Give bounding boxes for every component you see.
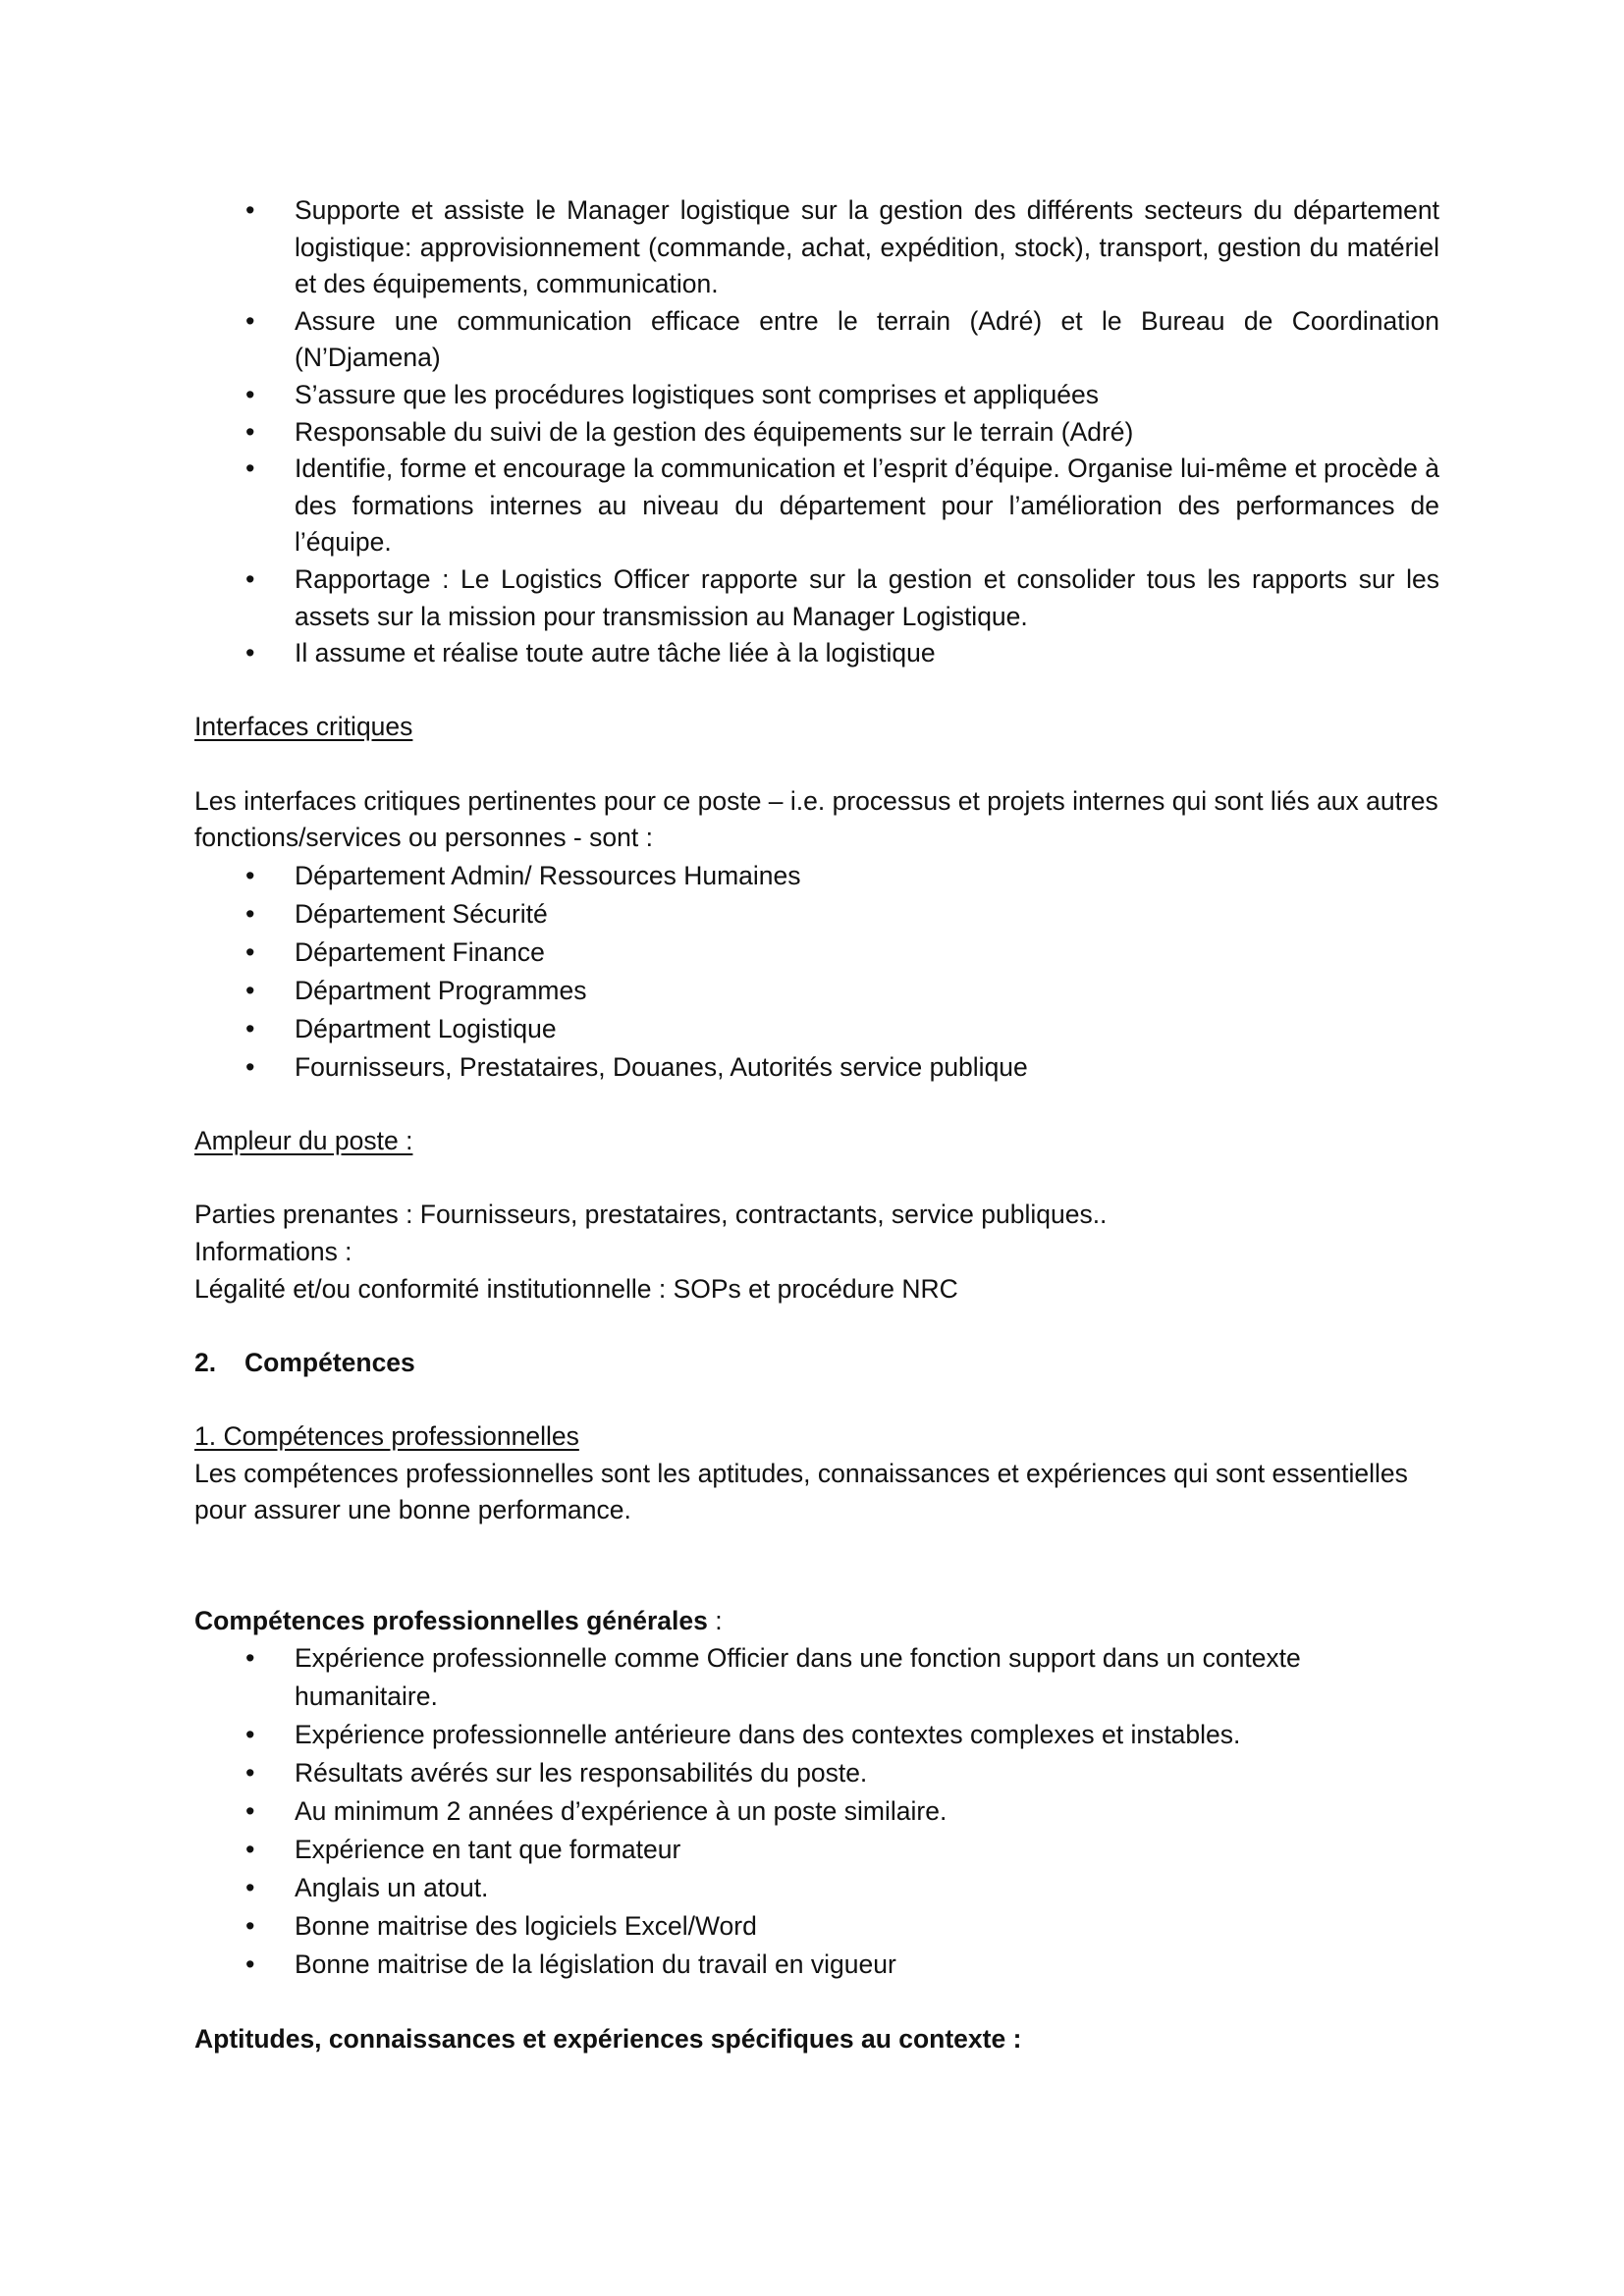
- subsection-text: Les compétences professionnelles sont les aptitudes, connaissances et expériences qui sont essentielles pour assurer une bonne performance.: [194, 1458, 1408, 1525]
- ampleur-heading: Ampleur du poste :: [194, 1126, 413, 1156]
- list-item: • Rapportage : Le Logistics Officer rapporte sur la gestion et consolider tous les rapports sur les assets sur la mission pour transmission au Manager Logistique.: [194, 561, 1439, 635]
- spacer: [194, 746, 1439, 783]
- responsibilities-list: [194, 192, 1439, 672]
- spacer: [194, 1308, 1439, 1345]
- list-item: • Expérience professionnelle antérieure dans des contextes complexes et instables.: [194, 1716, 1439, 1754]
- list-item: • S’assure que les procédures logistiques sont comprises et appliquées: [194, 377, 1439, 414]
- list-item: • Fournisseurs, Prestataires, Douanes, Autorités service publique: [194, 1048, 1439, 1087]
- list-item: • Département Admin/ Ressources Humaines: [194, 857, 1439, 895]
- spacer: [194, 672, 1439, 710]
- general-competences-label: Compétences professionnelles générales: [194, 1605, 708, 1635]
- section-title: Compétences: [244, 1347, 415, 1377]
- list-item: • Au minimum 2 années d’expérience à un poste similaire.: [194, 1792, 1439, 1831]
- list-item: • Département Finance: [194, 934, 1439, 972]
- spacer: [194, 1984, 1439, 2021]
- list-item: • Supporte et assiste le Manager logistique sur la gestion des différents secteurs du département logistique: approvisionnement (commande, achat, expédition, stock), transport, gestion du matériel et des équipements, communication.: [194, 192, 1439, 303]
- interfaces-heading: Interfaces critiques: [194, 712, 413, 742]
- spacer: [194, 1087, 1439, 1124]
- general-competences-colon: :: [707, 1605, 723, 1635]
- list-item: • Responsable du suivi de la gestion des équipements sur le terrain (Adré): [194, 414, 1439, 452]
- list-item: • Bonne maitrise de la législation du travail en vigueur: [194, 1946, 1439, 1984]
- list-item: • Anglais un atout.: [194, 1869, 1439, 1907]
- specific-competences-heading: Aptitudes, connaissances et expériences spécifiques au contexte :: [194, 2024, 1022, 2054]
- list-item: • Assure une communication efficace entre le terrain (Adré) et le Bureau de Coordination (N’Djamena): [194, 303, 1439, 377]
- ampleur-line: Informations :: [194, 1237, 352, 1267]
- list-item: • Départment Programmes: [194, 972, 1439, 1010]
- list-item: • Expérience professionnelle comme Officier dans une fonction support dans un contexte humanitaire.: [194, 1639, 1439, 1716]
- list-item: • Départment Logistique: [194, 1010, 1439, 1048]
- list-item: • Résultats avérés sur les responsabilités du poste.: [194, 1754, 1439, 1792]
- list-item: • Bonne maitrise des logiciels Excel/Word: [194, 1907, 1439, 1946]
- list-item: • Identifie, forme et encourage la communication et l’esprit d’équipe. Organise lui-même et procède à des formations internes au niveau du département pour l’amélioration des performances de l’équipe.: [194, 451, 1439, 561]
- general-competences-heading: [194, 1603, 1439, 1640]
- ampleur-line: Légalité et/ou conformité institutionnelle : SOPs et procédure NRC: [194, 1273, 958, 1304]
- list-item: • Il assume et réalise toute autre tâche liée à la logistique: [194, 635, 1439, 672]
- document-page: [194, 192, 1439, 2058]
- ampleur-line: Parties prenantes : Fournisseurs, prestataires, contractants, service publiques..: [194, 1200, 1108, 1230]
- interfaces-intro: Les interfaces critiques pertinentes pour ce poste – i.e. processus et projets internes qui sont liés aux autres fonctions/services ou personnes - sont :: [194, 785, 1438, 853]
- subsection-heading: 1. Compétences professionnelles: [194, 1421, 579, 1452]
- list-item: • Département Sécurité: [194, 895, 1439, 934]
- interfaces-list: [194, 857, 1439, 1087]
- section-heading: [194, 1345, 1439, 1382]
- spacer: [194, 1529, 1439, 1603]
- section-number: 2.: [194, 1347, 217, 1377]
- general-competences-list: [194, 1639, 1439, 1984]
- list-item: • Expérience en tant que formateur: [194, 1831, 1439, 1869]
- spacer: [194, 1160, 1439, 1198]
- spacer: [194, 1381, 1439, 1418]
